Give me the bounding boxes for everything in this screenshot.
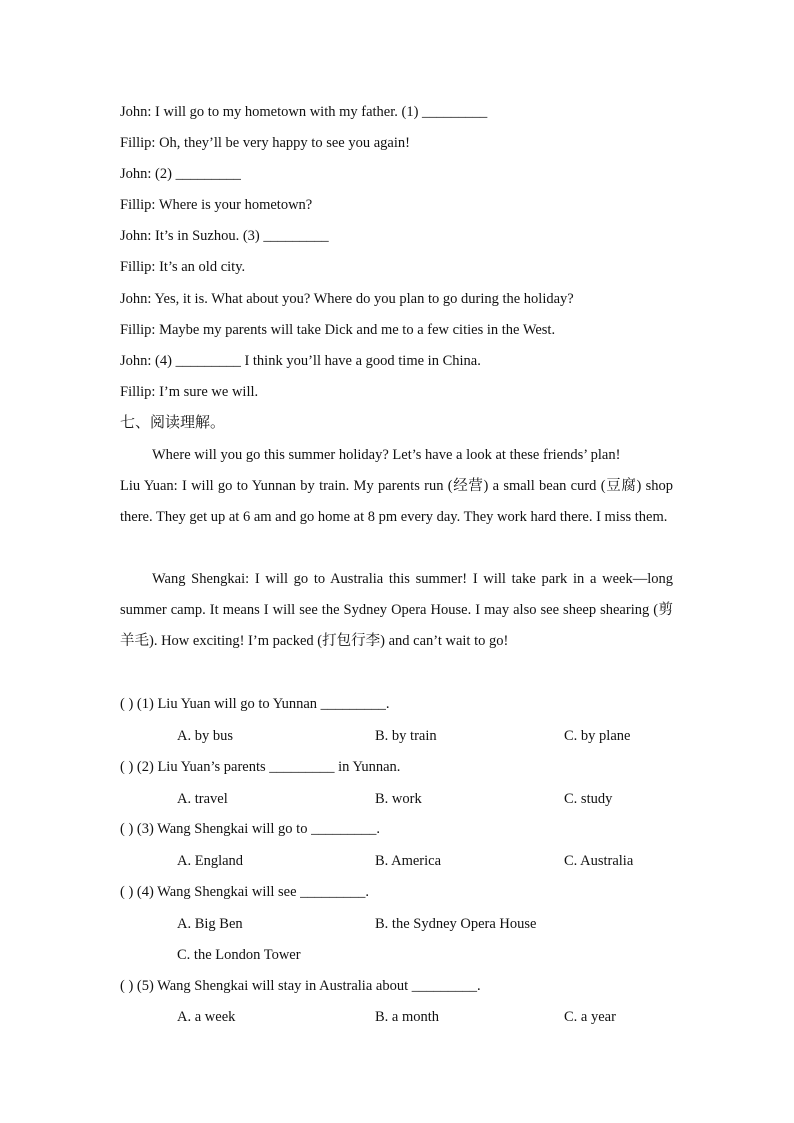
passage-paragraph-liu-yuan: Liu Yuan: I will go to Yunnan by train. My parents run (经营) a small bean curd (豆腐) shop there. They get up at 6 am and go home at 8 pm every day. They work hard there. I miss them. [120,478,673,526]
option-a: A. England [177,853,244,869]
option-a: A. Big Ben [177,916,243,932]
question-stem: ( ) (1) Liu Yuan will go to Yunnan _________. [120,696,390,712]
dialogue-line: John: It’s in Suzhou. (3) _________ [120,228,329,244]
dialogue-line: Fillip: Maybe my parents will take Dick and me to a few cities in the West. [120,322,556,338]
option-a: A. by bus [177,728,233,744]
dialogue-line: Fillip: I’m sure we will. [120,384,259,400]
option-b: B. the Sydney Opera House [375,916,537,932]
option-b: B. a month [375,1009,440,1025]
dialogue-line: Fillip: It’s an old city. [120,259,246,275]
option-a: A. travel [177,791,228,807]
dialogue-line: John: (2) _________ [120,166,241,182]
dialogue-line: John: (4) _________ I think you’ll have a good time in China. [120,353,481,369]
dialogue-line: John: I will go to my hometown with my father. (1) _________ [120,104,488,120]
option-c: C. the London Tower [177,947,301,963]
question-stem: ( ) (2) Liu Yuan’s parents _________ in Yunnan. [120,759,401,775]
option-c: C. Australia [564,853,634,869]
option-b: B. work [375,791,422,807]
question-stem: ( ) (4) Wang Shengkai will see _________. [120,884,370,900]
dialogue-line: Fillip: Where is your hometown? [120,197,313,213]
option-c: C. by plane [564,728,631,744]
option-b: B. America [375,853,442,869]
passage-intro: Where will you go this summer holiday? Let’s have a look at these friends’ plan! [152,447,621,463]
dialogue-line: John: Yes, it is. What about you? Where do you plan to go during the holiday? [120,291,574,307]
passage-paragraph-wang-shengkai: Wang Shengkai: I will go to Australia this summer! I will take park in a week—long summer camp. It means I will see the Sydney Opera House. I may also see sheep shearing (剪羊毛). How exciting! I’m packed (打包行李) and can’t wait to go! [120,571,673,650]
section-heading: 七、阅读理解。 [120,415,226,431]
question-stem: ( ) (5) Wang Shengkai will stay in Australia about _________. [120,978,481,994]
dialogue-line: Fillip: Oh, they’ll be very happy to see you again! [120,135,410,151]
question-stem: ( ) (3) Wang Shengkai will go to _________. [120,821,380,837]
option-c: C. a year [564,1009,616,1025]
option-b: B. by train [375,728,437,744]
option-a: A. a week [177,1009,236,1025]
option-c: C. study [564,791,613,807]
